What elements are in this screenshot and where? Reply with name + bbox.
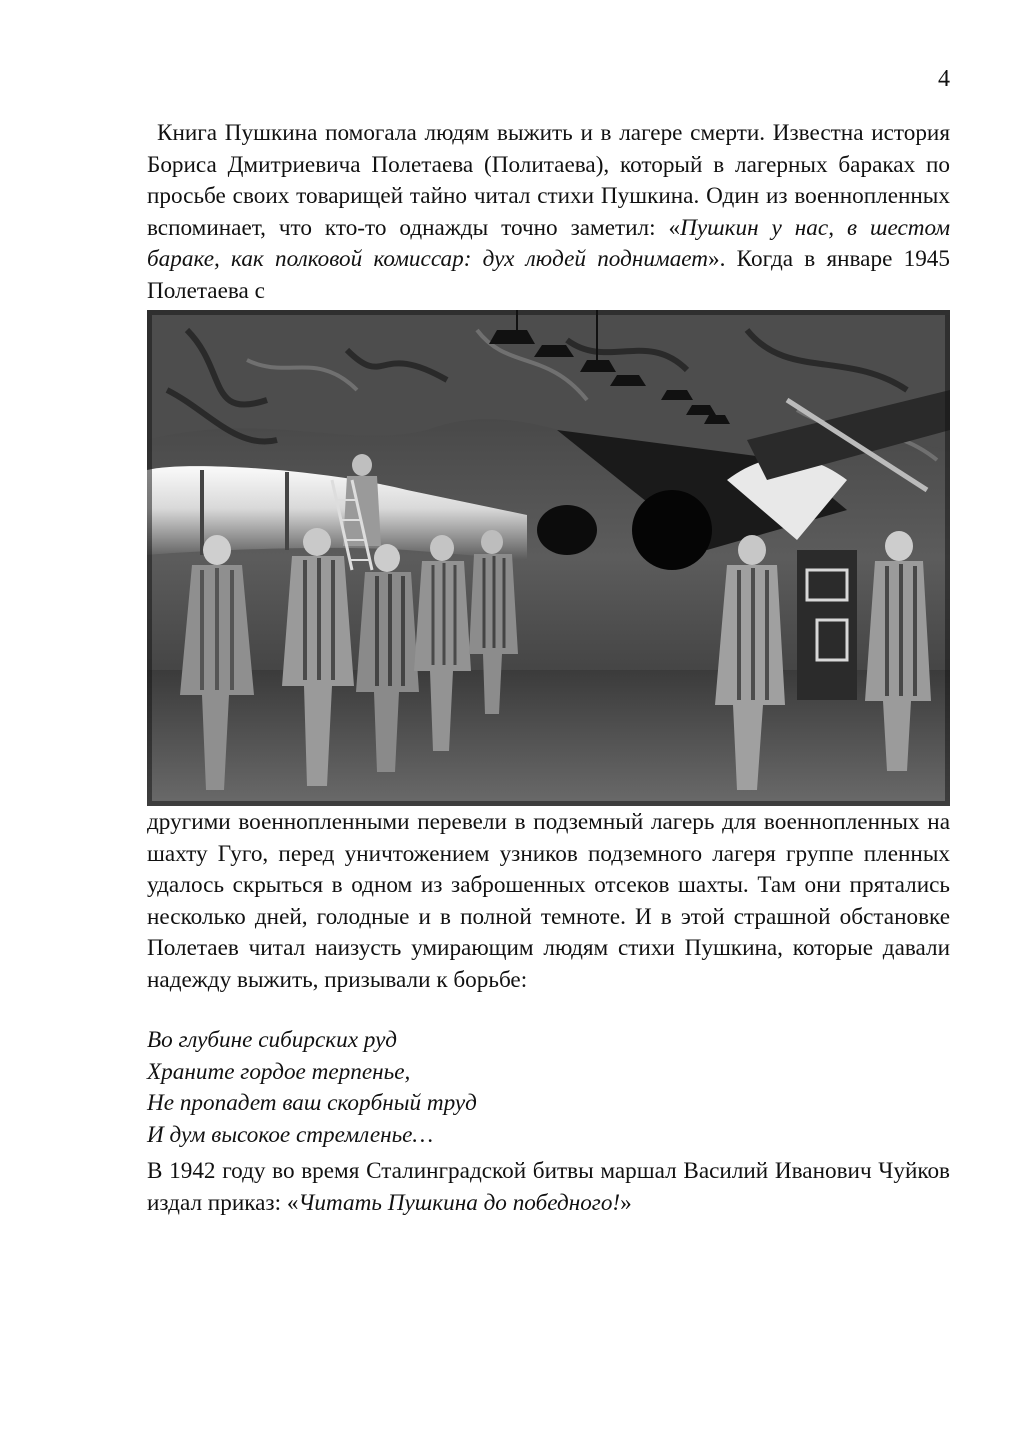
paragraph-1-quote: Пушкин у нас, в шестом бараке, как полковой комиссар: дух людей поднимает [147, 214, 950, 273]
page-number: 4 [938, 66, 950, 92]
paragraph-1-text-end: ». Когда в январе 1945 Полетаева с [147, 246, 950, 304]
paragraph-3-text-end: » [620, 1189, 632, 1216]
paragraph-2: другими военнопленными перевели в подземный лагерь для военнопленных на шахту Гуго, перед уничтожением узников подземного лагеря группе пленных удалось скрыться в одном из заброшенных отсеков шахты. Там они прятались несколько дней, голодные и в полной темноте. И в этой страшной обстановке Полетаев читал наизусть умирающим людям стихи Пушкина, которые давали надежду выжить, призывали к борьбе: [147, 809, 950, 993]
poem-line: Не пропадет ваш скорбный труд [147, 1090, 477, 1117]
paragraph-1 [147, 118, 950, 308]
poem-line: Во глубине сибирских руд [147, 1027, 398, 1053]
poem [147, 1025, 950, 1151]
poem-line: И дум высокое стремленье… [147, 1121, 434, 1148]
paragraph-3-quote: Читать Пушкина до победного! [298, 1189, 621, 1216]
paragraph-3-text: В 1942 году во время Сталинградской битвы маршал Василий Иванович Чуйков издал приказ: « [147, 1158, 950, 1216]
poem-line: Храните гордое терпенье, [147, 1058, 411, 1085]
photo-prisoners-underground-factory [147, 310, 950, 806]
paragraph-1-text: Книга Пушкина помогала людям выжить и в лагере смерти. Известна история Бориса Дмитриевича Полетаева (Политаева), который в лагерных бараках по просьбе своих товарищей тайно читал стихи Пушкина. Один из военнопленных вспоминает, что кто-то однажды точно заметил: « [147, 120, 950, 241]
historical-photo [147, 310, 950, 806]
paragraph-3 [147, 1156, 950, 1219]
